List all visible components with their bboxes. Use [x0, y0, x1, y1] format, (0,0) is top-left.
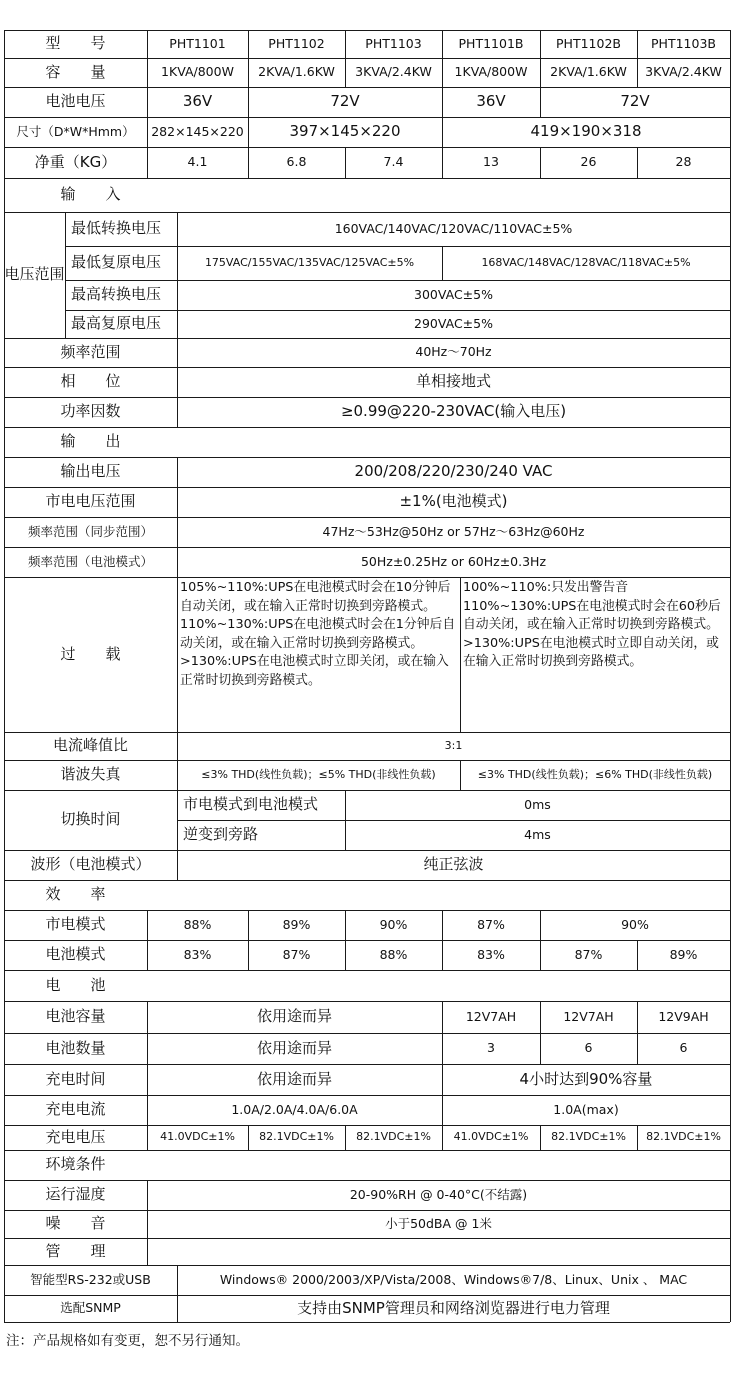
- snmp-label: 选配SNMP: [60, 1300, 121, 1316]
- mains-to-batt-value: 0ms: [524, 796, 551, 812]
- batt-capacity-value: 12V7AH: [465, 1008, 517, 1024]
- battery-voltage-value: 36V: [182, 92, 213, 111]
- weight-value: 4.1: [187, 154, 208, 170]
- charge-time-label: 充电时间: [45, 1069, 106, 1088]
- thd-value: ≤3% THD(线性负载)；≤5% THD(非线性负载): [201, 767, 436, 781]
- capacity-value: 1KVA/800W: [161, 64, 234, 80]
- eff-mains-label: 市电模式: [45, 915, 106, 934]
- capacity-value: 1KVA/800W: [454, 64, 528, 80]
- capacity-label: 容 量: [45, 62, 106, 81]
- eff-mains-value: 90%: [621, 916, 649, 932]
- capacity-value: 3KVA/2.4KW: [355, 64, 432, 80]
- weight-value: 13: [483, 154, 499, 170]
- batt-count-value: 6: [679, 1040, 688, 1056]
- model-name: PHT1103: [365, 35, 422, 51]
- charge-voltage-value: 82.1VDC±1%: [646, 1130, 721, 1144]
- max-transfer-value: 300VAC±5%: [414, 286, 493, 302]
- waveform-label: 波形（电池模式）: [30, 855, 151, 874]
- freq-sync-label: 频率范围（同步范围）: [27, 523, 153, 539]
- snmp-value: 支持由SNMP管理员和网络浏览器进行电力管理: [297, 1298, 610, 1317]
- weight-label: 净重（KG）: [34, 152, 117, 171]
- freq-sync-value: 47Hz～53Hz@50Hz or 57Hz～63Hz@60Hz: [322, 523, 585, 539]
- size-value: 419×190×318: [530, 122, 642, 141]
- batt-capacity-value: 12V7AH: [563, 1008, 614, 1024]
- charge-time-value: 4小时达到90%容量: [519, 1069, 653, 1088]
- model-name: PHT1101: [169, 35, 226, 51]
- charge-voltage-value: 41.0VDC±1%: [160, 1130, 235, 1144]
- charge-voltage-value: 82.1VDC±1%: [356, 1130, 431, 1144]
- eff-mains-value: 87%: [477, 916, 505, 932]
- eff-battery-value: 87%: [574, 946, 603, 962]
- max-recovery-value: 290VAC±5%: [414, 315, 493, 331]
- max-transfer-label: 最高转换电压: [71, 285, 162, 304]
- weight-value: 26: [580, 154, 597, 170]
- section-environment: 环境条件: [45, 1155, 106, 1174]
- min-recovery-value: 175VAC/155VAC/135VAC/125VAC±5%: [204, 255, 415, 269]
- size-label: 尺寸（D*W*Hmm）: [16, 123, 135, 139]
- pf-value: ≥0.99@220-230VAC(输入电压): [340, 402, 567, 421]
- section-battery: 电 池: [45, 975, 106, 994]
- capacity-value: 3KVA/2.4KW: [645, 64, 722, 80]
- battery-voltage-value: 72V: [330, 92, 360, 111]
- eff-mains-value: 88%: [183, 916, 212, 932]
- mains-range-label: 市电电压范围: [45, 492, 136, 511]
- batt-capacity-label: 电池容量: [45, 1007, 106, 1026]
- section-input: 输 入: [60, 185, 121, 204]
- crest-value: 3:1: [444, 738, 463, 752]
- freq-batt-value: 50Hz±0.25Hz or 60Hz±0.3Hz: [360, 553, 547, 569]
- batt-count-value: 依用途而异: [256, 1038, 332, 1057]
- model-name: PHT1103B: [651, 35, 716, 51]
- weight-value: 6.8: [286, 154, 307, 170]
- noise-value: 小于50dBA @ 1米: [385, 1215, 492, 1231]
- output-voltage-value: 200/208/220/230/240 VAC: [354, 462, 553, 481]
- capacity-value: 2KVA/1.6KW: [550, 64, 627, 80]
- charge-voltage-label: 充电电压: [45, 1127, 106, 1146]
- humidity-value: 20-90%RH @ 0-40°C(不结露): [349, 1186, 528, 1202]
- eff-battery-value: 87%: [282, 946, 311, 962]
- footnote: 注：产品规格如有变更，恕不另行通知。: [6, 1333, 249, 1349]
- eff-battery-value: 88%: [379, 946, 408, 962]
- overload-label: 过 载: [60, 644, 121, 663]
- noise-label: 噪 音: [45, 1214, 106, 1233]
- humidity-label: 运行湿度: [45, 1185, 106, 1204]
- eff-mains-value: 90%: [379, 916, 408, 932]
- batt-count-value: 6: [584, 1040, 593, 1056]
- size-value: 282×145×220: [151, 123, 244, 139]
- thd-value: ≤3% THD(线性负载)；≤6% THD(非线性负载): [477, 767, 713, 781]
- waveform-value: 纯正弦波: [423, 855, 484, 874]
- batt-capacity-value: 依用途而异: [256, 1007, 332, 1026]
- weight-value: 7.4: [383, 154, 404, 170]
- battery-voltage-value: 36V: [476, 92, 506, 111]
- charge-time-value: 依用途而异: [256, 1069, 332, 1088]
- rs232-label: 智能型RS-232或USB: [30, 1271, 151, 1287]
- min-recovery-value: 168VAC/148VAC/128VAC/118VAC±5%: [481, 255, 691, 269]
- charge-current-value: 1.0A(max): [553, 1101, 619, 1117]
- transfer-time-label: 切换时间: [60, 810, 121, 829]
- charge-voltage-value: 82.1VDC±1%: [259, 1130, 334, 1144]
- batt-capacity-value: 12V9AH: [658, 1008, 709, 1024]
- phase-value: 单相接地式: [415, 372, 491, 391]
- size-value: 397×145×220: [289, 122, 401, 141]
- min-transfer-label: 最低转换电压: [71, 219, 162, 238]
- inv-to-bypass-value: 4ms: [524, 826, 551, 842]
- eff-battery-value: 89%: [669, 946, 698, 962]
- eff-mains-value: 89%: [282, 916, 311, 932]
- eff-battery-label: 电池模式: [45, 945, 106, 964]
- max-recovery-label: 最高复原电压: [71, 314, 162, 333]
- freq-batt-label: 频率范围（电池模式）: [27, 553, 153, 569]
- input-freq-label: 频率范围: [60, 342, 121, 361]
- input-freq-value: 40Hz～70Hz: [415, 344, 492, 360]
- inv-to-bypass-label: 逆变到旁路: [183, 825, 259, 844]
- section-management: 管 理: [45, 1241, 106, 1260]
- mains-to-batt-label: 市电模式到电池模式: [183, 795, 319, 814]
- min-recovery-label: 最低复原电压: [71, 253, 162, 272]
- overload-left-text: 105%~110%:UPS在电池模式时会在10分钟后自动关闭，或在输入正常时切换到旁路模式。110%~130%:UPS在电池模式时会在1分钟后自动关闭，或在输入正常时切换到旁路模式。>130%:UPS在电池模式时立即关闭，或在输入正常时切换到旁路模式。: [180, 580, 456, 688]
- phase-label: 相 位: [60, 372, 121, 391]
- batt-count-value: 3: [487, 1040, 495, 1056]
- model-name: PHT1102: [268, 35, 325, 51]
- charge-voltage-value: 82.1VDC±1%: [551, 1130, 626, 1144]
- eff-battery-value: 83%: [183, 946, 212, 962]
- capacity-value: 2KVA/1.6KW: [258, 64, 335, 80]
- model-label: 型 号: [45, 34, 106, 53]
- model-name: PHT1101B: [458, 35, 524, 51]
- output-voltage-label: 输出电压: [60, 462, 121, 481]
- rs232-value: Windows® 2000/2003/XP/Vista/2008、Windows®7/8、Linux、Unix 、 MAC: [219, 1271, 688, 1287]
- model-name: PHT1102B: [556, 35, 621, 51]
- mains-range-value: ±1%(电池模式): [399, 492, 508, 511]
- charge-voltage-value: 41.0VDC±1%: [453, 1130, 529, 1144]
- section-efficiency: 效 率: [45, 885, 106, 904]
- thd-label: 谐波失真: [60, 765, 121, 784]
- charge-current-label: 充电电流: [45, 1100, 106, 1119]
- overload-right-text: 100%~110%:只发出警告音 110%~130%:UPS在电池模式时会在60秒后自动关闭，或在输入正常时切换到旁路模式。>130%:UPS在电池模式时立即自动关闭，或在输入正常时切换到旁路模式。: [463, 580, 721, 670]
- charge-current-value: 1.0A/2.0A/4.0A/6.0A: [231, 1101, 358, 1117]
- section-output: 输 出: [60, 432, 121, 451]
- eff-battery-value: 83%: [477, 946, 505, 962]
- min-transfer-value: 160VAC/140VAC/120VAC/110VAC±5%: [334, 220, 573, 236]
- batt-count-label: 电池数量: [45, 1038, 106, 1057]
- battery-voltage-value: 72V: [620, 92, 650, 111]
- voltage-range-label: 电压范围: [4, 265, 65, 284]
- crest-label: 电流峰值比: [52, 736, 128, 755]
- battery-voltage-label: 电池电压: [45, 92, 106, 111]
- weight-value: 28: [675, 154, 692, 170]
- pf-label: 功率因数: [60, 402, 121, 421]
